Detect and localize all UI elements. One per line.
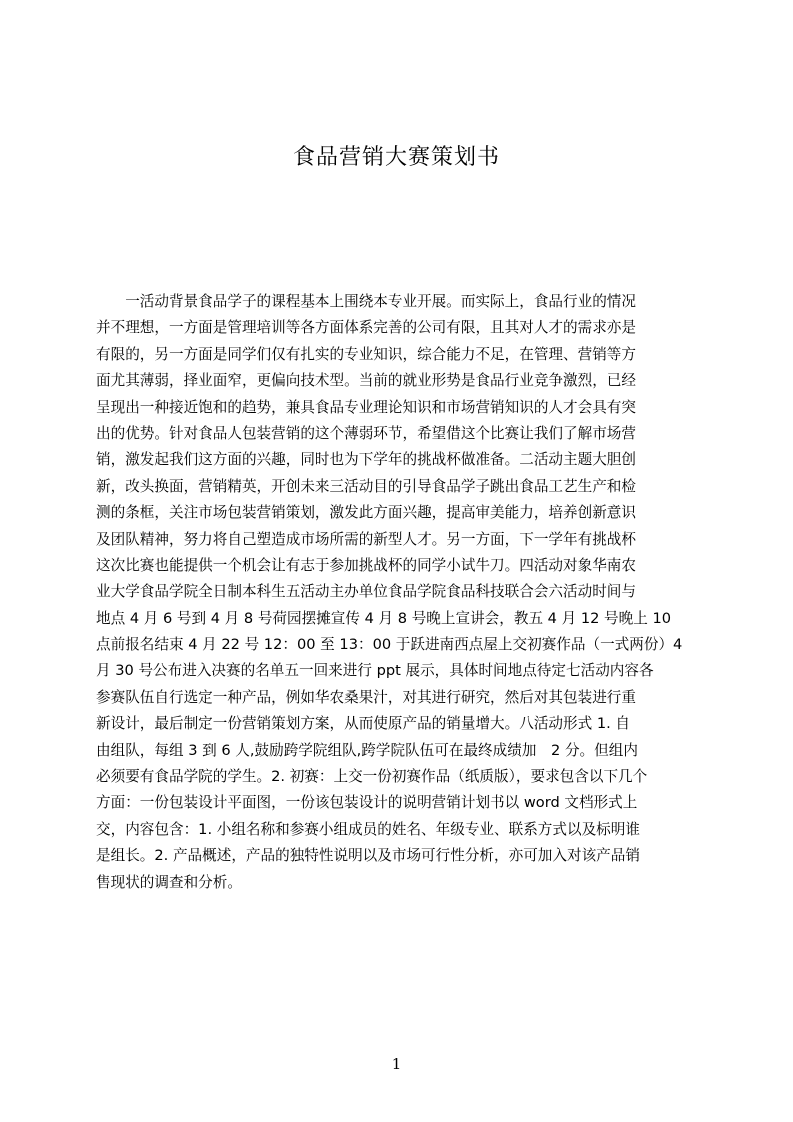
body-line: 及团队精神，努力将自己塑造成市场所需的新型人才。另一方面，下一学年有挑战杯 — [96, 530, 636, 548]
body-line: 地点 4 月 6 号到 4 月 8 号荷园摆摊宣传 4 月 8 号晚上宣讲会，教五 4 月 12 号晚上 10 — [96, 609, 672, 627]
document-body — [96, 289, 698, 896]
body-line: 销，激发起我们这方面的兴趣，同时也为下学年的挑战杯做准备。二活动主题大胆创 — [96, 451, 636, 469]
body-line: 面尤其薄弱，择业面窄，更偏向技术型。当前的就业形势是食品行业竞争激烈，已经 — [96, 372, 636, 390]
body-line: 这次比赛也能提供一个机会让有志于参加挑战杯的同学小试牛刀。四活动对象华南农 — [96, 556, 636, 574]
body-line: 方面：一份包装设计平面图，一份该包装设计的说明营销计划书以 word 文档形式上 — [96, 794, 638, 812]
body-line: 必须要有食品学院的学生。2. 初赛：上交一份初赛作品（纸质版），要求包含以下几个 — [96, 768, 648, 786]
body-line: 一活动背景食品学子的课程基本上围绕本专业开展。而实际上，食品行业的情况 — [96, 293, 636, 310]
body-line: 出的优势。针对食品人包装营销的这个薄弱环节，希望借这个比赛让我们了解市场营 — [96, 424, 636, 442]
body-line: 参赛队伍自行选定一种产品，例如华农桑果汁，对其进行研究，然后对其包装进行重 — [96, 688, 636, 706]
body-line: 并不理想，一方面是管理培训等各方面体系完善的公司有限，且其对人才的需求亦是 — [96, 319, 636, 337]
body-line: 售现状的调查和分析。 — [96, 873, 242, 891]
body-line: 月 30 号公布进入决赛的名单五一回来进行 ppt 展示，具体时间地点待定七活动内容各 — [96, 662, 654, 680]
body-line: 有限的，另一方面是同学们仅有扎实的专业知识，综合能力不足，在管理、营销等方 — [96, 345, 636, 363]
body-line: 新设计，最后制定一份营销策划方案，从而使原产品的销量增大。八活动形式 1. 自 — [96, 715, 630, 733]
body-line: 呈现出一种接近饱和的趋势，兼具食品专业理论知识和市场营销知识的人才会具有突 — [96, 398, 636, 416]
document-title: 食品营销大赛策划书 — [292, 145, 500, 170]
body-line: 点前报名结束 4 月 22 号 12：00 至 13：00 于跃进南西点屋上交初赛作品（一式两份）4 — [96, 636, 683, 654]
body-line: 业大学食品学院全日制本科生五活动主办单位食品学院食品科技联合会六活动时间与 — [96, 583, 636, 601]
page-number: 1 — [391, 1055, 402, 1073]
body-line: 交，内容包含：1. 小组名称和参赛小组成员的姓名、年级专业、联系方式以及标明谁 — [96, 820, 640, 838]
body-line: 新，改头换面，营销精英，开创未来三活动目的引导食品学子跳出食品工艺生产和检 — [96, 477, 636, 495]
body-line: 测的条框，关注市场包装营销策划，激发此方面兴趣，提高审美能力，培养创新意识 — [96, 504, 636, 522]
body-line: 由组队，每组 3 到 6 人,鼓励跨学院组队,跨学院队伍可在最终成绩加 2 分。但组内 — [96, 741, 638, 759]
body-line: 是组长。2. 产品概述，产品的独特性说明以及市场可行性分析，亦可加入对该产品销 — [96, 847, 640, 865]
